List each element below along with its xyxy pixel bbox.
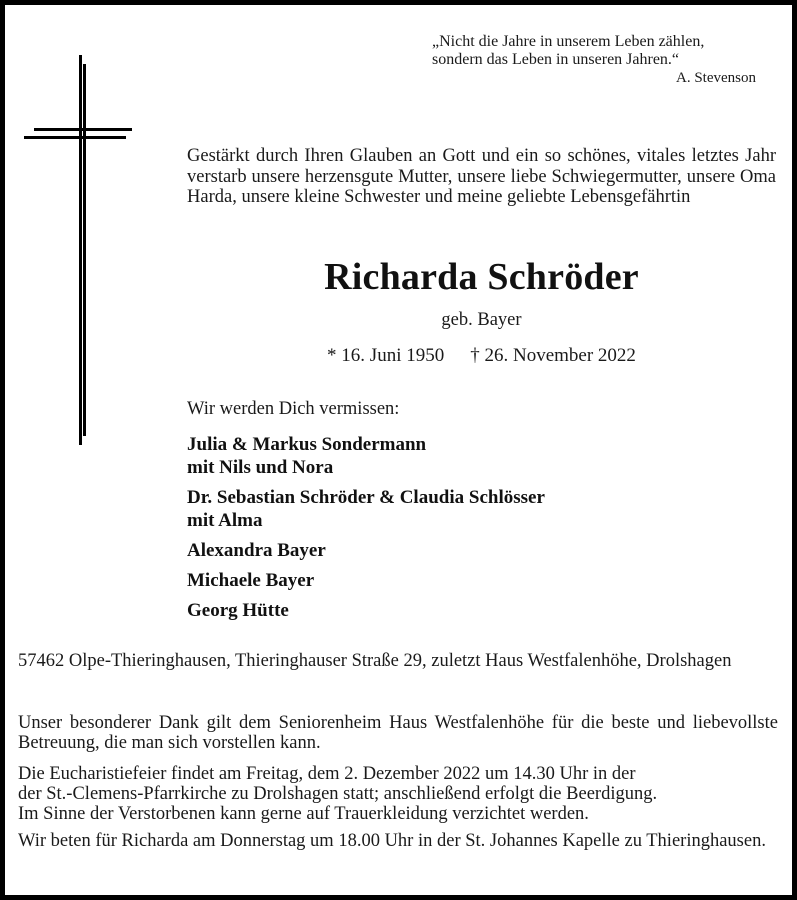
birth-date: * 16. Juni 1950 (327, 345, 445, 366)
mourner-group (187, 599, 545, 622)
mourner-line: Dr. Sebastian Schröder & Claudia Schlösser (187, 487, 545, 508)
thanks-paragraph: Unser besonderer Dank gilt dem Seniorenheim Haus Westfalenhöhe für die beste und liebevollste Betreuung, die man sich vorstellen kann. (18, 713, 778, 753)
cross-vertical-right (83, 64, 86, 436)
prayer-paragraph: Wir beten für Richarda am Donnerstag um 18.00 Uhr in der St. Johannes Kapelle zu Thieringhausen. (18, 831, 766, 851)
quote-block (432, 33, 762, 87)
mourner-line: Julia & Markus Sondermann (187, 434, 427, 455)
life-dates (187, 345, 776, 367)
service-line: Im Sinne der Verstorbenen kann gerne auf Trauerkleidung verzichtet werden. (18, 804, 589, 824)
deceased-name: Richarda Schröder (324, 256, 639, 298)
service-line: Die Eucharistiefeier findet am Freitag, dem 2. Dezember 2022 um 14.30 Uhr in der (18, 764, 636, 784)
mourner-line: Alexandra Bayer (187, 540, 326, 561)
cross-horizontal-upper (34, 128, 132, 131)
quote-line: sondern das Leben in unseren Jahren.“ (432, 51, 680, 68)
service-line: der St.-Clemens-Pfarrkirche zu Drolshagen statt; anschließend erfolgt die Beerdigung. (18, 784, 658, 804)
cross-vertical-left (79, 55, 82, 445)
mourner-group (187, 433, 545, 479)
maiden-name: geb. Bayer (441, 310, 522, 330)
address: 57462 Olpe-Thieringhausen, Thieringhauser Straße 29, zuletzt Haus Westfalenhöhe, Drolshagen (18, 651, 732, 671)
mourners-intro: Wir werden Dich vermissen: (187, 399, 400, 419)
quote-author: A. Stevenson (676, 70, 756, 86)
mourner-group (187, 486, 545, 532)
mourners-list (187, 433, 545, 629)
mourner-line: Michaele Bayer (187, 570, 315, 591)
obituary-notice (5, 5, 792, 895)
service-paragraph (18, 764, 778, 824)
death-date: † 26. November 2022 (470, 345, 636, 366)
mourner-group (187, 539, 545, 562)
cross-horizontal-lower (24, 136, 126, 139)
mourner-line: mit Alma (187, 510, 263, 531)
mourner-group (187, 569, 545, 592)
mourner-line: mit Nils und Nora (187, 457, 334, 478)
mourner-line: Georg Hütte (187, 600, 289, 621)
intro-text: Gestärkt durch Ihren Glauben an Gott und ein so schönes, vitales letztes Jahr verstarb unsere herzensgute Mutter, unsere liebe Schwiegermutter, unsere Oma Harda, unsere kleine Schwester und meine geliebte Lebensgefährtin (187, 146, 776, 207)
quote-line: „Nicht die Jahre in unserem Leben zählen, (432, 33, 705, 50)
